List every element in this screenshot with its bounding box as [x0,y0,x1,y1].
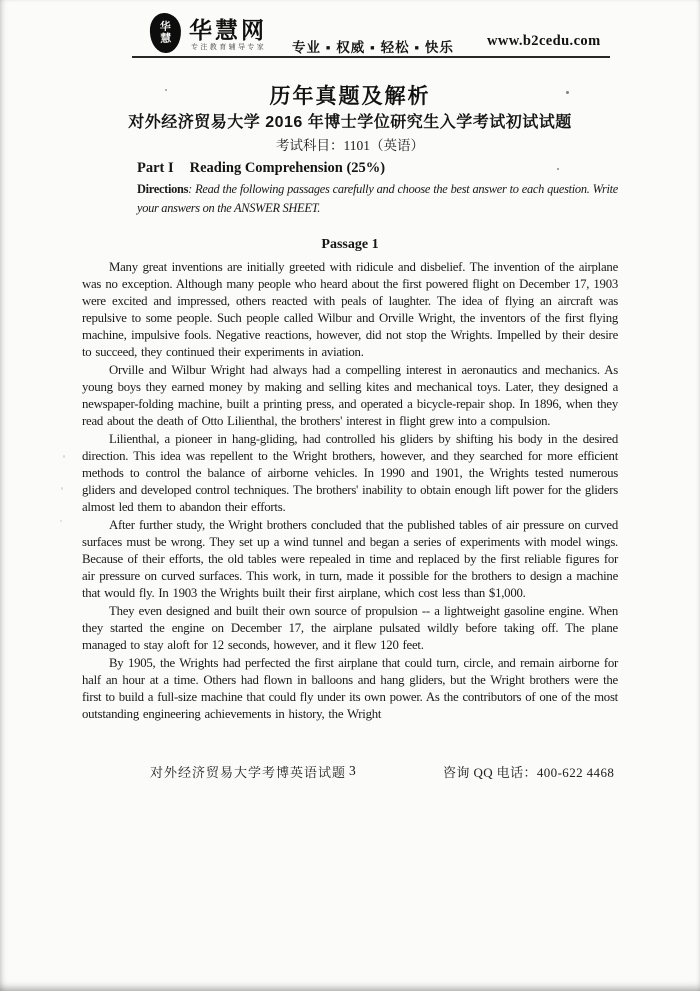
scan-speck [63,455,65,458]
passage-paragraph-4: After further study, the Wright brothers concluded that the published tables of air pressure on curved surfaces must be wrong. They set up a wind tunnel and began a series of experiments with model wings. Because of their efforts, the old tables were repealed in time and replaced by the first reliable figures for air pressure on curved surfaces. This work, in turn, made it possible for the brothers to design a machine that would fly. In 1903 the Wrights built their first airplane, which cost less than $1,000. [82,518,618,600]
directions [137,180,618,218]
passage-paragraph-1: Many great inventions are initially greeted with ridicule and disbelief. The invention of the airplane was no exception. Although many people who heard about the first powered flight on December 17, 1903 were excited and impressed, others reacted with peals of laughter. The idea of flying an aircraft was repulsive to some people. Such people called Wilbur and Orville Wright, the inventors of the first flying machine, impulsive fools. Negative reactions, however, did not stop the Wrights. Impelled by their desire to succeed, they continued their experiments in aviation. [82,260,618,359]
footer-exam-name: 对外经济贸易大学考博英语试题 [150,765,347,780]
seal-char-bottom: 慧 [160,32,172,46]
header-website-url: www.b2cedu.com [487,33,601,49]
passage-body [82,237,618,724]
passage-paragraph-2: Orville and Wilbur Wright had always had a compelling interest in aeronautics and mechanics. As young boys they earned money by making and selling kites and mechanical toys. Later, they designed a newspaper-folding machine, built a printing press, and operated a bicycle-repair shop. In 1896, when they read about the death of Otto Lilienthal, the brothers' interest in flight grew into a compulsion. [82,363,618,428]
part-label: Part I [137,160,174,176]
document-title: 历年真题及解析 [269,85,431,108]
scan-speck [60,520,62,522]
brand-tagline: 专注教育辅导专家 [191,44,267,51]
header-slogan: 专业 ▪ 权威 ▪ 轻松 ▪ 快乐 [292,40,454,55]
directions-label: Directions [137,182,189,196]
directions-text: Read the following passages carefully and choose the best answer to each question. Write your answers on the ANSWER SHEET. [137,182,619,215]
scan-speck [61,487,63,490]
passage-heading: Passage 1 [321,237,379,252]
scan-speck [165,89,167,91]
brand-name: 华慧网 [189,17,267,43]
footer-contact-info: 咨询 QQ 电话：400-622 4468 [443,765,615,780]
seal-char-top: 华 [159,20,171,34]
document-subtitle: 对外经济贸易大学 2016 年博士学位研究生入学考试初试试题 [128,114,572,131]
passage-paragraph-3: Lilienthal, a pioneer in hang-gliding, had controlled his gliders by shifting his body in the desired direction. This idea was repellent to the Wright brothers, however, and they searched for more efficient methods to control the balance of airborne vehicles. In 1990 and 1901, the Wrights tested numerous gliders and developed control techniques. The brothers' inability to obtain enough lift power for the gliders almost led them to abandon their efforts. [82,432,618,514]
footer-page-number: 3 [349,763,356,778]
scan-speck [566,91,569,94]
scan-speck [557,168,559,170]
part-1-section [137,160,618,218]
header-divider [132,56,610,58]
part-title: Reading Comprehension (25%) [189,160,386,176]
brand-seal-logo-icon [149,12,181,53]
passage-paragraph-6: By 1905, the Wrights had perfected the first airplane that could turn, circle, and remain airborne for half an hour at a time. Others had flown in balloons and hang gliders, but the Wright brothers were the first to build a full-size machine that could fly under its own power. As the contributors of one of the most outstanding engineering achievements in history, the Wright [82,656,618,721]
passage-paragraph-5: They even designed and built their own source of propulsion -- a lightweight gasoline engine. When they started the engine on December 17, the airplane pulsated wildly before taking off. The plane managed to stay aloft for 12 seconds, however, and it flew 120 feet. [82,604,618,652]
directions-colon: : [188,182,196,196]
exam-subject-line: 考试科目：1101（英语） [276,138,424,153]
part-heading [137,160,618,177]
